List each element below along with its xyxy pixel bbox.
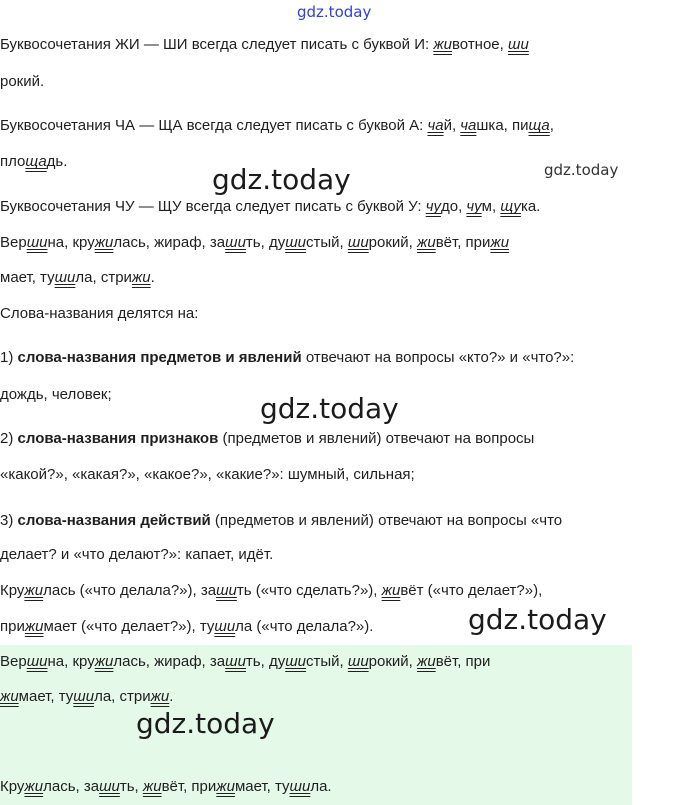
text-span: рокий. — [0, 73, 45, 90]
text-line — [0, 429, 534, 449]
text-line — [0, 116, 554, 136]
text-span: стый, — [306, 234, 348, 251]
text-span: ла, стри — [94, 688, 151, 705]
text-span: шка, пи — [476, 117, 529, 134]
underlined-fragment: ши — [347, 653, 369, 670]
bold-term: слова-названия признаков — [17, 430, 219, 447]
text-span: лась, за — [43, 778, 100, 795]
text-span: м, — [481, 198, 501, 215]
underlined-fragment: жи — [24, 618, 44, 635]
text-span: отвечают на вопросы «кто?» и «что?»: — [301, 349, 575, 366]
text-span: рокий, — [368, 653, 418, 670]
text-span: лась, жираф, за — [113, 653, 226, 670]
underlined-fragment: щу — [500, 198, 521, 215]
bold-term: слова-названия предметов и явлений — [17, 349, 302, 366]
text-span: Вер — [0, 653, 27, 670]
underlined-fragment: жи — [216, 778, 235, 795]
watermark-top: gdz.today — [297, 3, 372, 21]
text-span: ть, — [119, 778, 143, 795]
text-line — [0, 35, 529, 55]
underlined-fragment: жи — [417, 653, 436, 670]
underlined-fragment: ща — [528, 117, 550, 134]
text-span: 2) — [0, 430, 18, 447]
text-span: вёт («что делает?»), — [400, 582, 543, 599]
text-span: Буквосочетания ЖИ — ШИ всегда следует писать с буквой И: — [0, 36, 434, 53]
text-line — [0, 687, 173, 707]
text-span: ть, ду — [245, 234, 286, 251]
text-line — [0, 72, 44, 92]
text-line — [0, 197, 540, 217]
text-span: до, — [440, 198, 467, 215]
text-line — [0, 348, 574, 368]
underlined-fragment: чу — [466, 198, 482, 215]
text-span: Кру — [0, 582, 25, 599]
text-line — [0, 511, 562, 531]
text-span: вотное, — [452, 36, 508, 53]
underlined-fragment: ча — [427, 117, 444, 134]
text-span: , — [549, 117, 554, 134]
underlined-fragment: жи — [142, 778, 162, 795]
underlined-fragment: ши — [26, 653, 48, 670]
watermark-small: gdz.today — [544, 161, 619, 179]
text-span: вёт, при — [435, 653, 491, 670]
underlined-fragment: ши — [225, 653, 246, 670]
text-span: Кру — [0, 778, 25, 795]
underlined-fragment: ши — [216, 582, 237, 599]
underlined-fragment: ши — [214, 618, 236, 635]
underlined-fragment: ши — [54, 269, 76, 286]
underlined-fragment: жи — [0, 688, 19, 705]
text-span: мает, ту — [18, 688, 74, 705]
text-line — [0, 304, 198, 324]
text-span: лась («что делала?»), за — [43, 582, 217, 599]
text-span: стый, — [306, 653, 348, 670]
text-line — [0, 777, 332, 797]
text-span: ть («что сделать?»), — [236, 582, 382, 599]
underlined-fragment: ши — [73, 688, 95, 705]
text-span: делает? и «что делают?»: капает, идёт. — [0, 546, 274, 563]
text-line — [0, 233, 509, 253]
text-span: й, — [443, 117, 461, 134]
text-line — [0, 652, 490, 672]
text-span: 3) — [0, 512, 18, 529]
underlined-fragment: жи — [417, 234, 436, 251]
text-span: рокий, — [368, 234, 418, 251]
underlined-fragment: ши — [99, 778, 120, 795]
underlined-fragment: ши — [289, 778, 311, 795]
text-line — [0, 152, 67, 172]
watermark-large: gdz.today — [260, 392, 399, 425]
watermark-large: gdz.today — [136, 707, 275, 740]
underlined-fragment: жи — [94, 234, 114, 251]
text-span: мает, ту — [0, 269, 55, 286]
text-span: ла, стри — [75, 269, 132, 286]
underlined-fragment: жи — [24, 582, 44, 599]
text-span: пло — [0, 153, 26, 170]
text-span: ть, ду — [245, 653, 286, 670]
text-span: Буквосочетания ЧА — ЩА всегда следует писать с буквой А: — [0, 117, 428, 134]
underlined-fragment: жи — [490, 234, 510, 251]
text-span: вёт, при — [161, 778, 217, 795]
text-span: мает, ту — [234, 778, 290, 795]
text-span: . — [169, 688, 174, 705]
underlined-fragment: чу — [425, 198, 441, 215]
text-span: дождь, человек; — [0, 386, 112, 403]
underlined-fragment: жи — [24, 778, 44, 795]
text-line — [0, 465, 415, 485]
underlined-fragment: ши — [285, 234, 306, 251]
underlined-fragment: жи — [94, 653, 114, 670]
text-line — [0, 545, 273, 565]
watermark-large: gdz.today — [468, 603, 607, 636]
underlined-fragment: ши — [508, 36, 529, 53]
text-span: (предметов и явлений) отвечают на вопросы «что — [210, 512, 563, 529]
underlined-fragment: ща — [25, 153, 47, 170]
text-span: 1) — [0, 349, 18, 366]
text-span: ка. — [520, 198, 541, 215]
underlined-fragment: жи — [131, 269, 151, 286]
underlined-fragment: ча — [460, 117, 477, 134]
text-span: мает («что делает?»), ту — [43, 618, 215, 635]
text-span: . — [150, 269, 155, 286]
text-span: на, кру — [47, 653, 95, 670]
text-span: вёт, при — [435, 234, 491, 251]
text-line — [0, 385, 112, 405]
text-span: Слова-названия делятся на: — [0, 305, 199, 322]
bold-term: слова-названия действий — [17, 512, 211, 529]
text-span: Вер — [0, 234, 27, 251]
text-span: ла («что делала?»). — [235, 618, 374, 635]
text-span: ла. — [310, 778, 332, 795]
underlined-fragment: ши — [347, 234, 369, 251]
underlined-fragment: жи — [381, 582, 401, 599]
text-line — [0, 617, 373, 637]
underlined-fragment: жи — [150, 688, 170, 705]
text-line — [0, 268, 155, 288]
underlined-fragment: ши — [285, 653, 306, 670]
underlined-fragment: ши — [225, 234, 246, 251]
text-span: «какой?», «какая?», «какое?», «какие?»: шумный, сильная; — [0, 466, 415, 483]
watermark-large: gdz.today — [212, 163, 351, 196]
underlined-fragment: жи — [433, 36, 452, 53]
text-span: лась, жираф, за — [113, 234, 226, 251]
text-span: (предметов и явлений) отвечают на вопросы — [218, 430, 535, 447]
text-span: дь. — [46, 153, 68, 170]
text-line — [0, 581, 542, 601]
text-span: на, кру — [47, 234, 95, 251]
text-span: при — [0, 618, 25, 635]
underlined-fragment: ши — [26, 234, 48, 251]
text-span: Буквосочетания ЧУ — ЩУ всегда следует писать с буквой У: — [0, 198, 426, 215]
